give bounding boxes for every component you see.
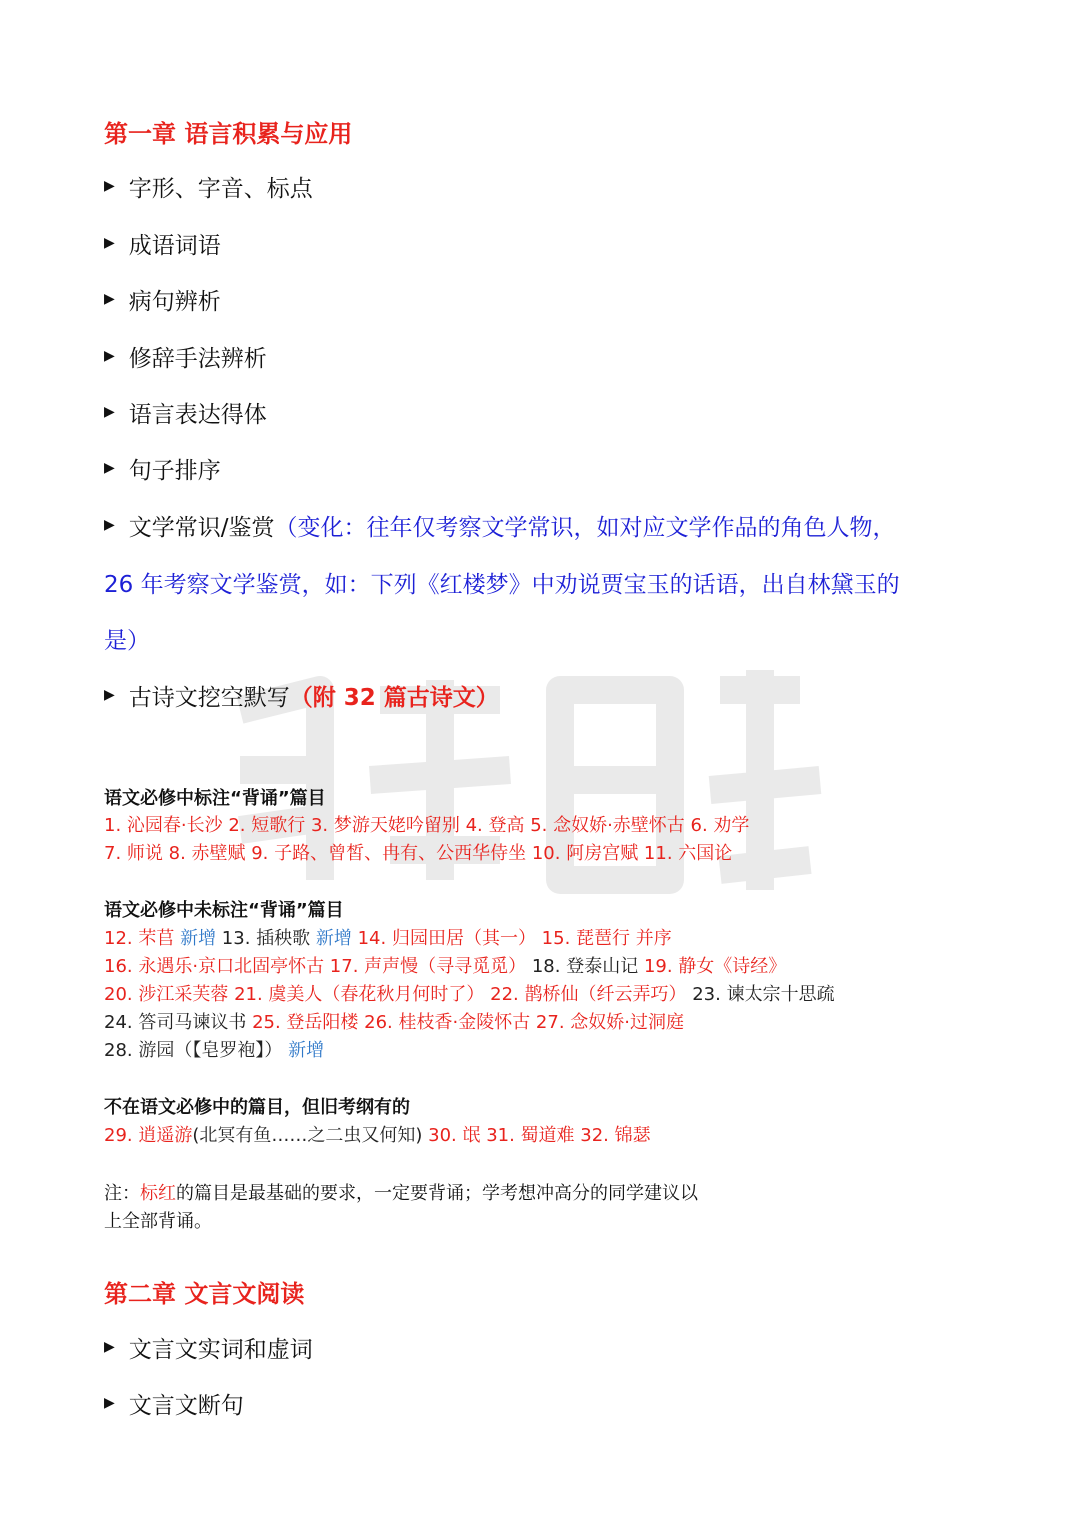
triangle-bullet-icon: ▶ bbox=[104, 1394, 115, 1411]
triangle-bullet-icon: ▶ bbox=[104, 1338, 115, 1355]
poem-list-line bbox=[104, 1036, 324, 1062]
poem-list-line bbox=[104, 952, 786, 978]
poem-entry: 16. 永遇乐·京口北固亭怀古 17. 声声慢（寻寻觅觅） bbox=[104, 956, 532, 977]
section-heading: 语文必修中未标注“背诵”篇目 bbox=[104, 900, 344, 921]
poem-list-line bbox=[104, 1121, 651, 1147]
new-tag: 新增 bbox=[180, 928, 217, 949]
note-line bbox=[104, 1179, 698, 1205]
poem-entry: 30. 氓 31. 蜀道难 32. 锦瑟 bbox=[422, 1125, 651, 1146]
list-item bbox=[104, 396, 267, 429]
poem-entry: 24. 答司马谏议书 bbox=[104, 1012, 253, 1033]
poem-entry: 23. 谏太宗十思疏 bbox=[692, 984, 835, 1005]
poem-entry: 20. 涉江采芙蓉 21. 虞美人（春花秋月何时了） 22. 鹊桥仙（纤云弄巧） bbox=[104, 984, 693, 1005]
change-note-cont: 是） bbox=[104, 628, 150, 654]
poem-list-line bbox=[104, 924, 672, 950]
item-label: 句子排序 bbox=[128, 458, 221, 484]
poem-entry: 18. 登泰山记 bbox=[531, 956, 644, 977]
list-item bbox=[104, 1331, 313, 1364]
note-red: 标红 bbox=[140, 1183, 176, 1204]
item-label: 古诗文挖空默写 bbox=[128, 685, 290, 711]
poem-list-line bbox=[104, 1008, 684, 1034]
note-text: 的篇目是最基础的要求，一定要背诵；学考想冲高分的同学建议以 bbox=[176, 1183, 698, 1204]
list-item bbox=[104, 227, 221, 260]
triangle-bullet-icon: ▶ bbox=[104, 234, 115, 251]
poem-entry: 14. 归园田居（其一） 15. 琵琶行 并序 bbox=[351, 928, 672, 949]
triangle-bullet-icon: ▶ bbox=[104, 177, 115, 194]
poem-entry: (北冥有鱼……之二虫又何知) bbox=[192, 1125, 423, 1146]
poem-list-line: 1. 沁园春·长沙 2. 短歌行 3. 梦游天姥吟留别 4. 登高 5. 念奴娇·赤壁怀古 6. 劝学 bbox=[104, 815, 750, 836]
list-item bbox=[104, 509, 896, 542]
triangle-bullet-icon: ▶ bbox=[104, 686, 115, 703]
item-label: 语言表达得体 bbox=[128, 402, 267, 428]
poem-note: （附 32 篇古诗文） bbox=[289, 685, 499, 711]
poem-list-line bbox=[104, 980, 835, 1006]
chapter-title: 第二章 文言文阅读 bbox=[104, 1280, 305, 1308]
item-label: 文言文断句 bbox=[128, 1393, 244, 1419]
triangle-bullet-icon: ▶ bbox=[104, 459, 115, 476]
list-item bbox=[104, 452, 221, 485]
triangle-bullet-icon: ▶ bbox=[104, 516, 115, 533]
new-tag: 新增 bbox=[315, 928, 352, 949]
item-label: 成语词语 bbox=[128, 233, 221, 259]
poem-list-line: 7. 师说 8. 赤壁赋 9. 子路、曾皙、冉有、公西华侍坐 10. 阿房宫赋 11. 六国论 bbox=[104, 843, 733, 864]
poem-entry: 19. 静女《诗经》 bbox=[643, 956, 787, 977]
poem-entry: 12. 芣苢 bbox=[104, 928, 181, 949]
new-tag: 新增 bbox=[282, 1040, 325, 1061]
note-line: 上全部背诵。 bbox=[104, 1211, 212, 1232]
list-item bbox=[104, 283, 221, 316]
change-note-cont: 26 年考察文学鉴赏，如：下列《红楼梦》中劝说贾宝玉的话语，出自林黛玉的 bbox=[104, 572, 900, 598]
poem-entry: 25. 登岳阳楼 26. 桂枝香·金陵怀古 27. 念奴娇·过洞庭 bbox=[252, 1012, 685, 1033]
item-label: 病句辨析 bbox=[128, 289, 221, 315]
item-label: 字形、字音、标点 bbox=[128, 176, 313, 202]
poem-entry: 13. 插秧歌 bbox=[216, 928, 316, 949]
item-label: 修辞手法辨析 bbox=[128, 346, 267, 372]
note-prefix: 注： bbox=[104, 1183, 140, 1204]
triangle-bullet-icon: ▶ bbox=[104, 347, 115, 364]
list-item bbox=[104, 340, 267, 373]
list-item bbox=[104, 1387, 244, 1420]
chapter-title: 第一章 语言积累与应用 bbox=[104, 120, 353, 148]
list-item bbox=[104, 679, 499, 712]
item-label: 文学常识/鉴赏 bbox=[128, 515, 275, 541]
poem-entry: 29. 逍遥游 bbox=[104, 1125, 193, 1146]
triangle-bullet-icon: ▶ bbox=[104, 403, 115, 420]
list-item bbox=[104, 170, 313, 203]
change-note: （变化：往年仅考察文学常识，如对应文学作品的角色人物， bbox=[274, 515, 896, 541]
section-heading: 不在语文必修中的篇目，但旧考纲有的 bbox=[104, 1097, 410, 1118]
poem-entry: 28. 游园（【皂罗袍】） bbox=[104, 1040, 283, 1061]
section-heading: 语文必修中标注“背诵”篇目 bbox=[104, 788, 326, 809]
triangle-bullet-icon: ▶ bbox=[104, 290, 115, 307]
item-label: 文言文实词和虚词 bbox=[128, 1337, 313, 1363]
